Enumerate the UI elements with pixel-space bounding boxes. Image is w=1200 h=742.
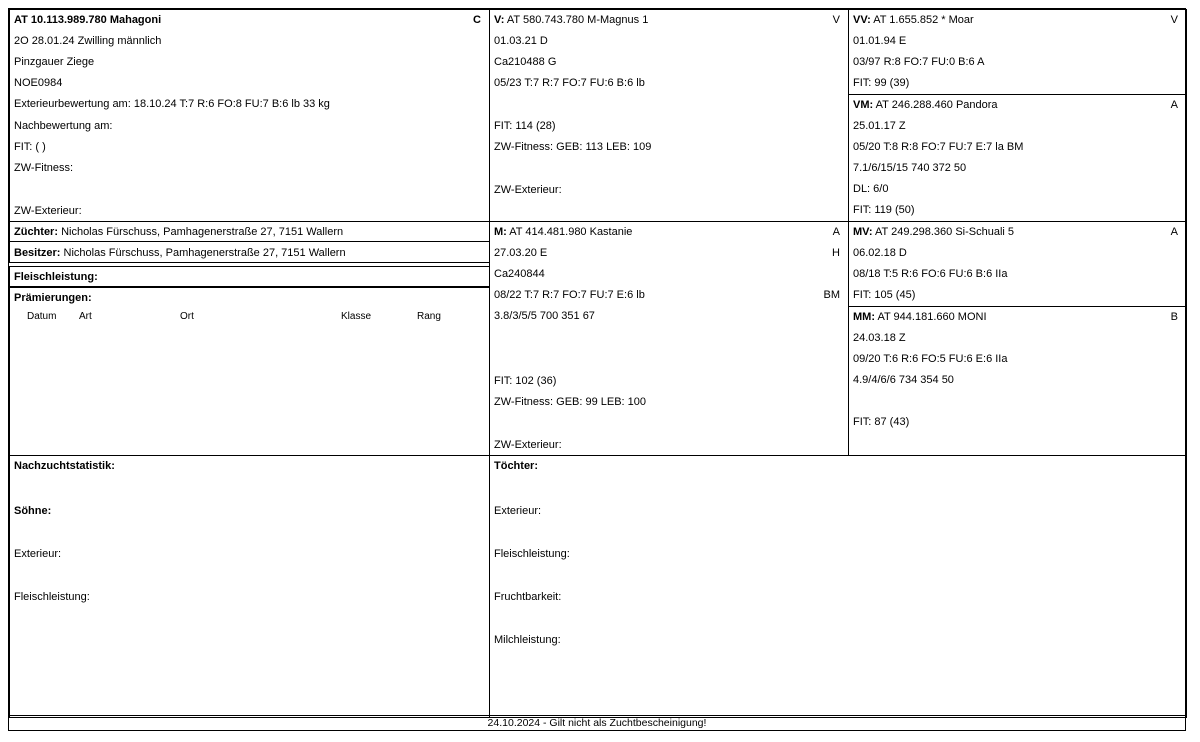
sire-label: V: bbox=[494, 14, 505, 26]
vm-fit: FIT: 119 (50) bbox=[853, 204, 915, 216]
vv-label: VV: bbox=[853, 14, 871, 26]
vm-birth: 25.01.17 Z bbox=[853, 120, 906, 132]
dam-milk: 3.8/3/5/5 700 351 67 bbox=[494, 310, 595, 322]
vm-dl: DL: 6/0 bbox=[853, 183, 889, 195]
progeny-sons: Söhne: bbox=[14, 505, 52, 517]
animal-zw-exterior: ZW-Exterieur: bbox=[14, 205, 82, 217]
breeder-value: Nicholas Fürschuss, Pamhagenerstraße 27, 7151 Wallern bbox=[61, 226, 344, 238]
mv-name: AT 249.298.360 Si-Schuali 5 bbox=[875, 226, 1015, 238]
dam-birth: 27.03.20 E bbox=[494, 247, 548, 259]
mm-birth: 24.03.18 Z bbox=[853, 332, 906, 344]
vm-name: AT 246.288.460 Pandora bbox=[875, 99, 998, 111]
pedigree-certificate bbox=[8, 8, 1186, 731]
sire-birth: 01.03.21 D bbox=[494, 35, 548, 47]
progeny-sons-meat: Fleischleistung: bbox=[14, 591, 90, 603]
dam-name: AT 414.481.980 Kastanie bbox=[509, 226, 633, 238]
sire-box bbox=[489, 9, 849, 222]
awards-col-rank: Rang bbox=[417, 311, 441, 322]
sire-zw-fitness: ZW-Fitness: GEB: 113 LEB: 109 bbox=[494, 141, 652, 153]
sire-genotype: Ca210488 G bbox=[494, 56, 557, 68]
dam-label: M: bbox=[494, 226, 507, 238]
breeder-row bbox=[9, 221, 490, 242]
sire-name: AT 580.743.780 M-Magnus 1 bbox=[506, 14, 649, 26]
vv-evaluation: 03/97 R:8 FO:7 FU:0 B:6 A bbox=[853, 56, 985, 68]
animal-birth: 2O 28.01.24 Zwilling männlich bbox=[14, 35, 162, 47]
animal-exterior-evaluation: Exterieurbewertung am: 18.10.24 T:7 R:6 FO:8 FU:7 B:6 lb 33 kg bbox=[14, 98, 330, 110]
vm-label: VM: bbox=[853, 99, 874, 111]
sire-class: V bbox=[832, 14, 840, 26]
awards-box bbox=[9, 287, 490, 456]
dam-zw-fitness: ZW-Fitness: GEB: 99 LEB: 100 bbox=[494, 396, 647, 408]
sire-fit: FIT: 114 (28) bbox=[494, 120, 556, 132]
progeny-box bbox=[9, 455, 490, 718]
mm-name: AT 944.181.660 MONI bbox=[877, 311, 987, 323]
daughters-title: Töchter: bbox=[494, 460, 538, 472]
awards-col-class: Klasse bbox=[341, 311, 372, 322]
mv-fit: FIT: 105 (45) bbox=[853, 289, 916, 301]
mm-milk: 4.9/4/6/6 734 354 50 bbox=[853, 374, 954, 386]
mv-label: MV: bbox=[853, 226, 873, 238]
mv-birth: 06.02.18 D bbox=[853, 247, 907, 259]
dam-birth-flag: H bbox=[832, 247, 840, 259]
mm-evaluation: 09/20 T:6 R:6 FO:5 FU:6 E:6 IIa bbox=[853, 353, 1008, 365]
dam-class: A bbox=[832, 226, 840, 238]
owner-value: Nicholas Fürschuss, Pamhagenerstraße 27, 7151 Wallern bbox=[63, 247, 346, 259]
vv-birth: 01.01.94 E bbox=[853, 35, 907, 47]
vv-class: V bbox=[1170, 14, 1178, 26]
vm-milk: 7.1/6/15/15 740 372 50 bbox=[853, 162, 967, 174]
mm-box bbox=[848, 306, 1187, 456]
awards-col-type: Art bbox=[79, 311, 92, 322]
mv-box bbox=[848, 221, 1187, 307]
mm-class: B bbox=[1170, 311, 1178, 323]
awards-col-date: Datum bbox=[27, 311, 57, 322]
sire-evaluation: 05/23 T:7 R:7 FO:7 FU:6 B:6 lb bbox=[494, 77, 645, 89]
daughters-fertility: Fruchtbarkeit: bbox=[494, 591, 562, 603]
footer-disclaimer: 24.10.2024 - Gilt nicht als Zuchtbescheinigung! bbox=[9, 715, 1185, 730]
dam-zw-exterior: ZW-Exterieur: bbox=[494, 439, 562, 451]
animal-class: C bbox=[473, 14, 481, 26]
vv-box bbox=[848, 9, 1187, 95]
dam-genotype: Ca240844 bbox=[494, 268, 545, 280]
meat-performance-label: Fleischleistung: bbox=[14, 271, 98, 283]
progeny-title: Nachzuchtstatistik: bbox=[14, 460, 115, 472]
meat-performance-row bbox=[9, 266, 490, 287]
animal-box bbox=[9, 9, 490, 222]
daughters-meat: Fleischleistung: bbox=[494, 548, 570, 560]
animal-code: NOE0984 bbox=[14, 77, 63, 89]
awards-col-place: Ort bbox=[180, 311, 194, 322]
awards-label: Prämierungen: bbox=[14, 292, 92, 304]
daughters-box bbox=[489, 455, 1187, 718]
mv-class: A bbox=[1170, 226, 1178, 238]
daughters-milk: Milchleistung: bbox=[494, 634, 561, 646]
dam-fit: FIT: 102 (36) bbox=[494, 375, 557, 387]
owner-row bbox=[9, 241, 490, 263]
vm-evaluation: 05/20 T:8 R:8 FO:7 FU:7 E:7 la BM bbox=[853, 141, 1024, 153]
dam-evaluation: 08/22 T:7 R:7 FO:7 FU:7 E:6 lb bbox=[494, 289, 645, 301]
progeny-sons-exterior: Exterieur: bbox=[14, 548, 62, 560]
animal-id-name: AT 10.113.989.780 Mahagoni bbox=[14, 14, 162, 26]
mm-fit: FIT: 87 (43) bbox=[853, 416, 910, 428]
sire-zw-exterior: ZW-Exterieur: bbox=[494, 184, 562, 196]
vv-fit: FIT: 99 (39) bbox=[853, 77, 910, 89]
vv-name: AT 1.655.852 * Moar bbox=[873, 14, 974, 26]
dam-box bbox=[489, 221, 849, 456]
animal-zw-fitness: ZW-Fitness: bbox=[14, 162, 74, 174]
breeder-label: Züchter: bbox=[14, 226, 58, 238]
vm-box bbox=[848, 94, 1187, 222]
mv-evaluation: 08/18 T:5 R:6 FO:6 FU:6 B:6 IIa bbox=[853, 268, 1008, 280]
dam-evaluation-flag: BM bbox=[823, 289, 840, 301]
mm-label: MM: bbox=[853, 311, 875, 323]
owner-label: Besitzer: bbox=[14, 247, 61, 259]
daughters-exterior: Exterieur: bbox=[494, 505, 542, 517]
vm-class: A bbox=[1170, 99, 1178, 111]
animal-re-evaluation: Nachbewertung am: bbox=[14, 120, 113, 132]
animal-fit: FIT: ( ) bbox=[14, 141, 46, 153]
animal-breed: Pinzgauer Ziege bbox=[14, 56, 95, 68]
